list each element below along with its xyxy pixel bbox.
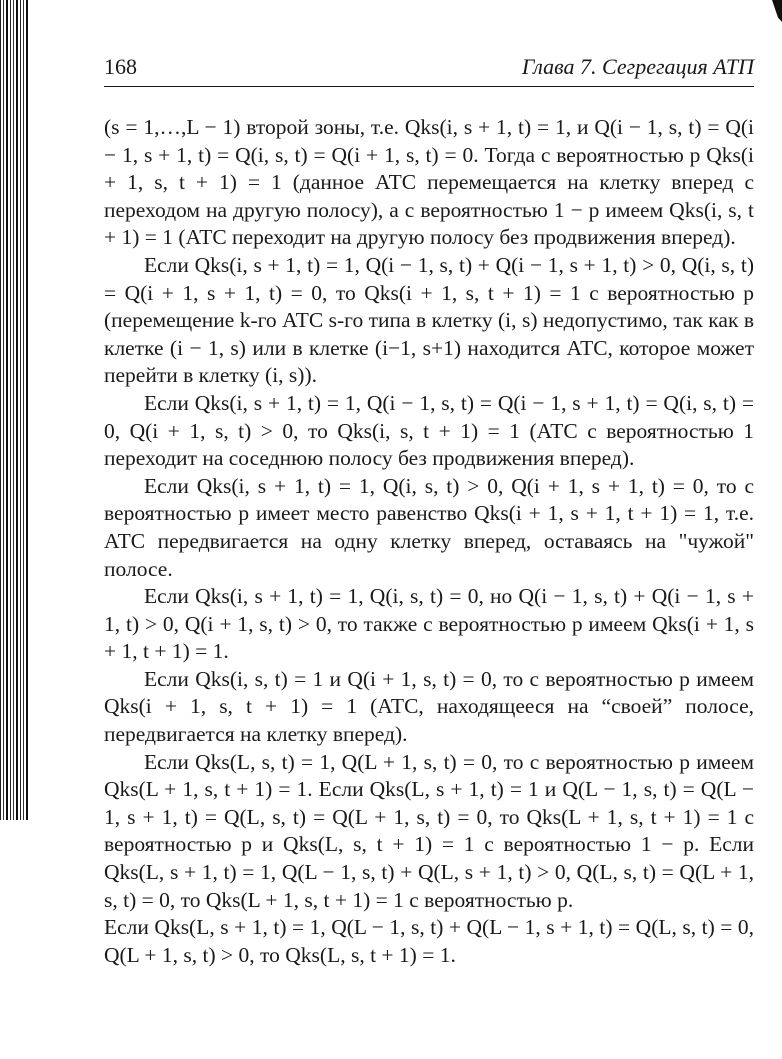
page-header: [104, 54, 754, 88]
paragraph-1: (s = 1,…,L − 1) второй зоны, т.е. Qks(i, s + 1, t) = 1, и Q(i − 1, s, t) = Q(i − 1, s + 1, t) = Q(i, s, t) = Q(i + 1, s, t) = 0. Тогда с вероятностью p Qks(i + 1, s, t + 1) = 1 (данное АТС перемещается на клетку вперед с переходом на другую полосу), а с вероятностью 1 − p имеем Qks(i, s, t + 1) = 1 (АТС переходит на другую полосу без продвижения вперед).: [104, 115, 754, 250]
paragraph-3: Если Qks(i, s + 1, t) = 1, Q(i − 1, s, t) = Q(i − 1, s + 1, t) = Q(i, s, t) = 0, Q(i + 1, s, t) > 0, то Qks(i, s, t + 1) = 1 (АТС с вероятностью 1 переходит на соседнюю полосу без продвижения вперед).: [104, 390, 754, 471]
paragraph-6: Если Qks(i, s, t) = 1 и Q(i + 1, s, t) = 0, то с вероятностью p имеем Qks(i + 1, s, t + 1) = 1 (АТС, находящееся на “своей” полосе, передвигается на клетку вперед).: [104, 666, 754, 747]
book-binding-edge: [0, 0, 30, 820]
paragraph-4: Если Qks(i, s + 1, t) = 1, Q(i, s, t) > 0, Q(i + 1, s + 1, t) = 0, то с вероятностью p имеет место равенство Qks(i + 1, s + 1, t + 1) = 1, т.е. АТС передвигается на одну клетку вперед, оставаясь на "чужой" полосе.: [104, 473, 754, 581]
scan-corner-mark: [772, 0, 782, 22]
paragraph-2: Если Qks(i, s + 1, t) = 1, Q(i − 1, s, t) + Q(i − 1, s + 1, t) > 0, Q(i, s, t) = Q(i + 1, s + 1, t) = 0, то Qks(i + 1, s, t + 1) = 1 с вероятностью p (перемещение k-го АТС s-го типа в клетку (i, s) недопустимо, так как в клетке (i − 1, s) или в клетке (i−1, s+1) находится АТС, которое может перейти в клетку (i, s)).: [104, 252, 754, 388]
page-body: [104, 114, 754, 969]
paragraph-5: Если Qks(i, s + 1, t) = 1, Q(i, s, t) = 0, но Q(i − 1, s, t) + Q(i − 1, s + 1, t) > 0, Q(i + 1, s, t) > 0, то также с вероятностью p имеем Qks(i + 1, s + 1, t + 1) = 1.: [104, 584, 754, 664]
header-rule: [104, 86, 754, 87]
paragraph-7: Если Qks(L, s, t) = 1, Q(L + 1, s, t) = 0, то с вероятностью p имеем Qks(L + 1, s, t + 1) = 1. Если Qks(L, s + 1, t) = 1 и Q(L − 1, s, t) = Q(L − 1, s + 1, t) = Q(L, s, t) = Q(L + 1, s, t) = 0, то Qks(L + 1, s, t + 1) = 1 с вероятностью p и Qks(L, s, t + 1) = 1 с вероятностью 1 − p. Если Qks(L, s + 1, t) = 1, Q(L − 1, s, t) + Q(L, s + 1, t) > 0, Q(L, s, t) = Q(L + 1, s, t) = 0, то Qks(L + 1, s, t + 1) = 1 с вероятностью p.: [104, 749, 754, 912]
paragraph-8: Если Qks(L, s + 1, t) = 1, Q(L − 1, s, t) + Q(L − 1, s + 1, t) = Q(L, s, t) = 0, Q(L + 1, s, t) > 0, то Qks(L, s, t + 1) = 1.: [104, 915, 754, 967]
running-head: Глава 7. Сегрегация АТП: [521, 54, 754, 79]
page-number: 168: [104, 54, 137, 79]
